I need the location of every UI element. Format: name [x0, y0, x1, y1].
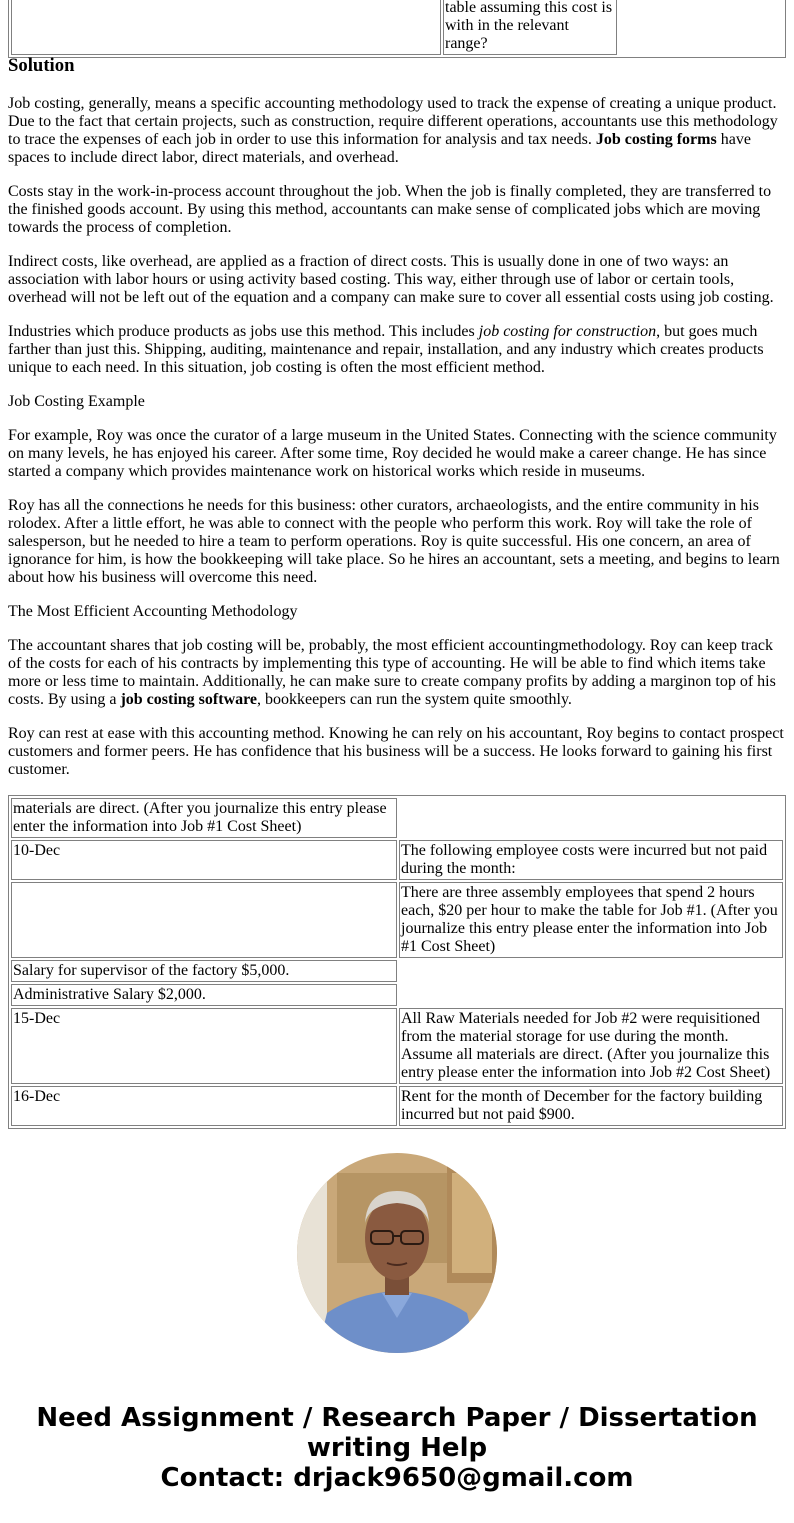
table-cell: All Raw Materials needed for Job #2 were requisitioned from the material storage for use during the month. Assume all materials are direct. (After you journalize this entry please enter the information into Job #2 Cost Sheet) — [399, 1008, 783, 1084]
table-row — [11, 960, 783, 982]
table-row — [11, 1008, 783, 1084]
paragraph: Roy can rest at ease with this accounting method. Knowing he can rely on his accountant, Roy begins to contact prospect customers and former peers. He has confidence that his business will be a success. He looks forward to gaining his first customer. — [8, 725, 784, 778]
table-cell-empty — [619, 0, 783, 55]
table-cell-empty — [399, 960, 783, 982]
table-cell: Salary for supervisor of the factory $5,000. — [11, 960, 397, 982]
paragraph: For example, Roy was once the curator of a large museum in the United States. Connecting with the science community on many levels, he has enjoyed his career. After some time, Roy decided he would make a career change. He has since started a company which provides maintenance work on historical works which reside in museums. — [8, 427, 777, 480]
table-cell: The following employee costs were incurred but not paid during the month: — [399, 840, 783, 880]
table-cell: table assuming this cost is with in the relevant range? — [443, 0, 617, 55]
table-cell-date: 15-Dec — [11, 1008, 397, 1084]
table-cell-date: 10-Dec — [11, 840, 397, 880]
promo-headline: Need Assignment / Research Paper / Dissertation writing Help — [36, 1403, 758, 1463]
table-cell: Administrative Salary $2,000. — [11, 984, 397, 1006]
job-costing-forms-link: Job costing forms — [595, 131, 717, 148]
job-costing-software-link: job costing software — [120, 691, 258, 708]
table-cell: Rent for the month of December for the factory building incurred but not paid $900. — [399, 1086, 783, 1126]
table-row — [11, 984, 783, 1006]
paragraph: Indirect costs, like overhead, are applied as a fraction of direct costs. This is usually done in one of two ways: an association with labor hours or using activity based costing. This way, either through use of labor or certain tools, overhead will not be left out of the equation and a company can make sure to cover all essential costs using job costing. — [8, 253, 774, 306]
table-cell-empty — [399, 798, 783, 838]
paragraph: Costs stay in the work-in-process account throughout the job. When the job is finally completed, they are transferred to the finished goods account. By using this method, accountants can make sense of complicated jobs which are moving towards the process of completion. — [8, 183, 772, 236]
previous-question-table — [8, 0, 786, 58]
emphasis-text: job costing for construction — [478, 323, 657, 340]
paragraph: Roy has all the connections he needs for this business: other curators, archaeologists, and the entire community in his rolodex. After a little effort, he was able to connect with the people who perform this work. Roy will take the role of salesperson, but he needed to hire a team to perform operations. Roy is quite successful. His one concern, an area of ignorance for him, is how the bookkeeping will take place. So he hires an accountant, sets a meeting, and begins to learn about how his business will overcome this need. — [8, 497, 780, 586]
table-cell-empty — [11, 0, 441, 55]
solution-heading: Solution — [8, 55, 75, 76]
paragraph: Job costing, generally, means a specific accounting methodology used to track the expense of creating a unique product. Due to the fact that certain projects, such as construction, require different operations, accountants use this methodology to trace the expenses of each job in order to use this information for analysis and tax needs. Job costing forms have spaces to include direct labor, direct materials, and overhead. — [8, 95, 778, 166]
table-row — [11, 882, 783, 958]
person-portrait-icon — [297, 1153, 497, 1353]
table-cell-empty — [399, 984, 783, 1006]
promo-contact: Contact: drjack9650@gmail.com — [160, 1463, 634, 1493]
table-cell-date: 16-Dec — [11, 1086, 397, 1126]
transactions-table — [8, 795, 786, 1129]
subheading: Job Costing Example — [8, 393, 145, 410]
table-row — [11, 840, 783, 880]
table-row — [11, 798, 783, 838]
table-cell: There are three assembly employees that spend 2 hours each, $20 per hour to make the table for Job #1. (After you journalize this entry please enter the information into Job #1 Cost Sheet) — [399, 882, 783, 958]
paragraph: The accountant shares that job costing will be, probably, the most efficient accountingmethodology. Roy can keep track of the costs for each of his contracts by implementing this type of accounting. He will be able to find which items take more or less time to maintain. Additionally, he can make sure to create company profits by adding a marginon top of his costs. By using a job costing software, bookkeepers can run the system quite smoothly. — [8, 637, 776, 708]
table-cell-empty — [11, 882, 397, 958]
table-cell: materials are direct. (After you journalize this entry please enter the information into Job #1 Cost Sheet) — [11, 798, 397, 838]
author-photo — [297, 1153, 497, 1353]
subheading: The Most Efficient Accounting Methodology — [8, 603, 298, 620]
promo-banner — [0, 1403, 794, 1493]
solution-body — [8, 95, 786, 795]
paragraph: Industries which produce products as jobs use this method. This includes job costing for construction, but goes much farther than just this. Shipping, auditing, maintenance and repair, installation, and any industry which creates products unique to each need. In this situation, job costing is often the most efficient method. — [8, 323, 764, 376]
table-row — [11, 1086, 783, 1126]
